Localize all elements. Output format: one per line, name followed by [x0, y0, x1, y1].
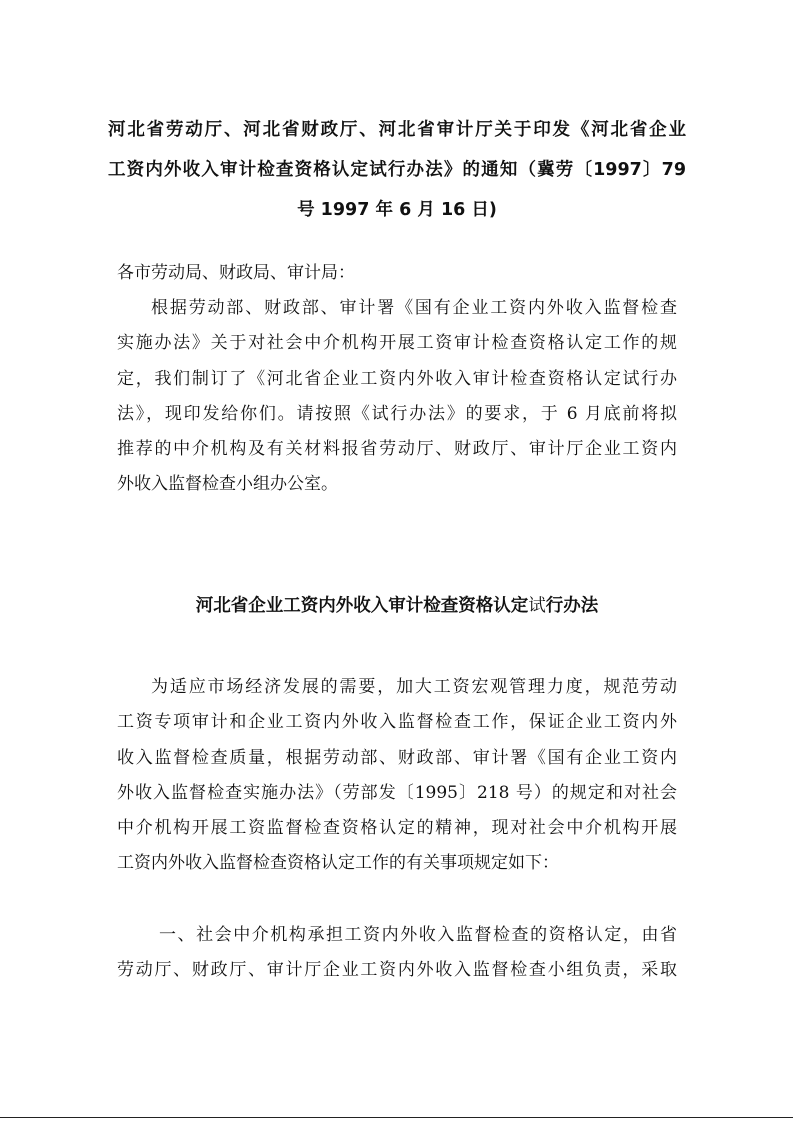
document-title — [108, 110, 686, 230]
preamble-line-2: 工资专项审计和企业工资内外收入监督检查工作，保证企业工资内外 — [117, 712, 677, 733]
measures-title-part-b: 行办法 — [545, 596, 599, 616]
notice-line-5: 推荐的中介机构及有关材料报省劳动厅、财政厅、审计厅企业工资内 — [117, 439, 677, 460]
title-line-1: 河北省劳动厅、河北省财政厅、河北省审计厅关于印发《河北省企业 — [108, 120, 686, 140]
article-1-line-1: 一、社会中介机构承担工资内外收入监督检查的资格认定，由省 — [159, 925, 677, 945]
preamble-line-4: 外收入监督检查实施办法》（劳部发〔1995〕218 号）的规定和对社会 — [117, 782, 677, 803]
notice-paragraph — [117, 291, 677, 503]
notice-line-3: 定，我们制订了《河北省企业工资内外收入审计检查资格认定试行办 — [117, 368, 677, 389]
article-1-line-2: 劳动厅、财政厅、审计厅企业工资内外收入监督检查小组负责，采取 — [117, 960, 677, 981]
salutation: 各市劳动局、财政局、审计局： — [117, 263, 355, 283]
notice-line-2: 实施办法》关于对社会中介机构开展工资审计检查资格认定工作的规 — [117, 333, 677, 354]
preamble-line-5: 中介机构开展工资监督检查资格认定的精神，现对社会中介机构开展 — [117, 818, 677, 839]
page-bottom-rule — [0, 1117, 793, 1118]
article-1-paragraph — [117, 918, 677, 989]
title-line-2: 工资内外收入审计检查资格认定试行办法》的通知（冀劳〔1997〕79 — [108, 160, 686, 180]
title-line-3: 号 1997 年 6 月 16 日) — [297, 200, 497, 220]
measures-title-part-a: 河北省企业工资内外收入审计检查资格认定 — [195, 596, 529, 616]
preamble-line-3: 收入监督检查质量，根据劳动部、财政部、审计署《国有企业工资内 — [117, 747, 677, 768]
preamble-line-1: 为适应市场经济发展的需要，加大工资宏观管理力度，规范劳动 — [151, 677, 677, 697]
preamble-line-6: 工资内外收入监督检查资格认定工作的有关事项规定如下： — [117, 853, 559, 874]
notice-line-6: 外收入监督检查小组办公室。 — [117, 474, 338, 495]
notice-line-4: 法》，现印发给你们。请按照《试行办法》的要求，于 6 月底前将拟 — [117, 403, 677, 424]
notice-line-1: 根据劳动部、财政部、审计署《国有企业工资内外收入监督检查 — [151, 298, 677, 318]
measures-title-part-light: 试 — [528, 596, 546, 616]
preamble-paragraph — [117, 670, 677, 882]
measures-title — [117, 591, 677, 621]
